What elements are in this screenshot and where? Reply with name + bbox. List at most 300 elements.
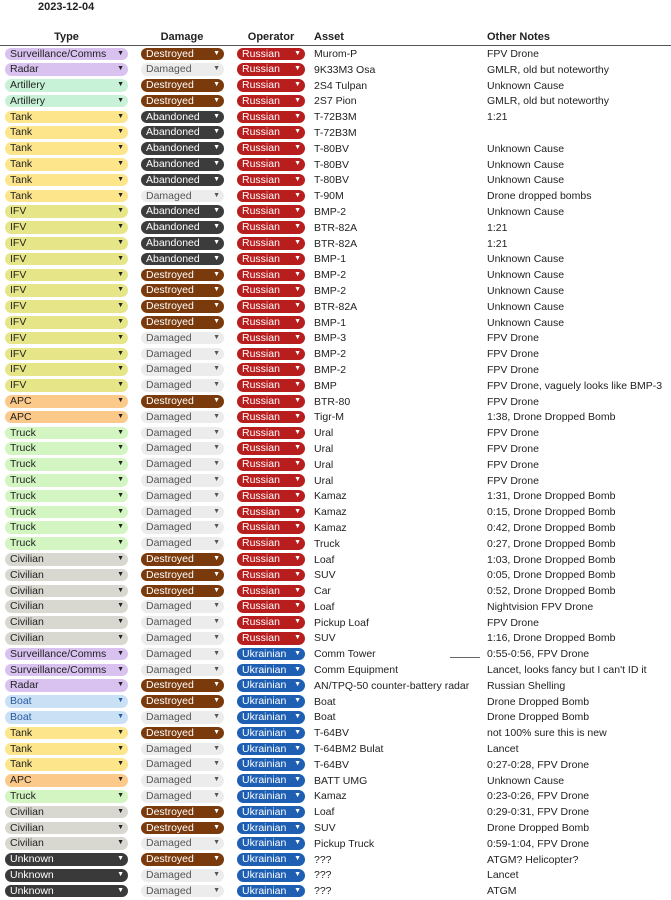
notes-cell[interactable]: 1:21 xyxy=(487,237,508,250)
dropdown-arrow-icon[interactable]: ▼ xyxy=(117,207,124,215)
dropdown-arrow-icon[interactable]: ▼ xyxy=(117,349,124,357)
type-dropdown[interactable] xyxy=(5,632,128,645)
operator-dropdown[interactable] xyxy=(237,806,305,819)
dropdown-arrow-icon[interactable]: ▼ xyxy=(213,302,220,310)
dropdown-arrow-icon[interactable]: ▼ xyxy=(117,318,124,326)
damage-dropdown[interactable] xyxy=(141,869,224,882)
dropdown-arrow-icon[interactable]: ▼ xyxy=(117,839,124,847)
operator-dropdown[interactable] xyxy=(237,632,305,645)
operator-dropdown[interactable] xyxy=(237,63,305,76)
dropdown-arrow-icon[interactable]: ▼ xyxy=(117,507,124,515)
asset-cell[interactable]: BMP-2 xyxy=(314,363,347,376)
asset-cell[interactable]: SUV xyxy=(314,632,336,645)
header-notes[interactable]: Other Notes xyxy=(487,31,550,43)
damage-dropdown[interactable] xyxy=(141,474,224,487)
dropdown-arrow-icon[interactable]: ▼ xyxy=(294,602,301,610)
damage-dropdown[interactable] xyxy=(141,837,224,850)
asset-cell[interactable]: T-64BV xyxy=(314,758,350,771)
damage-dropdown[interactable] xyxy=(141,664,224,677)
type-dropdown[interactable] xyxy=(5,585,128,598)
notes-cell[interactable]: 0:42, Drone Dropped Bomb xyxy=(487,521,616,534)
dropdown-arrow-icon[interactable]: ▼ xyxy=(117,665,124,673)
damage-dropdown[interactable] xyxy=(141,679,224,692)
asset-cell[interactable]: BTR-82A xyxy=(314,300,358,313)
dropdown-arrow-icon[interactable]: ▼ xyxy=(117,744,124,752)
dropdown-arrow-icon[interactable]: ▼ xyxy=(294,96,301,104)
operator-dropdown[interactable] xyxy=(237,569,305,582)
operator-dropdown[interactable] xyxy=(237,553,305,566)
asset-cell[interactable]: SUV xyxy=(314,569,336,582)
operator-dropdown[interactable] xyxy=(237,126,305,139)
operator-dropdown[interactable] xyxy=(237,822,305,835)
type-dropdown[interactable] xyxy=(5,48,128,61)
asset-cell[interactable]: SUV xyxy=(314,822,336,835)
dropdown-arrow-icon[interactable]: ▼ xyxy=(117,555,124,562)
dropdown-arrow-icon[interactable]: ▼ xyxy=(213,523,220,531)
asset-cell[interactable]: Murom-P xyxy=(314,48,358,60)
type-dropdown[interactable] xyxy=(5,269,128,282)
dropdown-arrow-icon[interactable]: ▼ xyxy=(117,697,124,705)
dropdown-arrow-icon[interactable]: ▼ xyxy=(294,476,301,484)
dropdown-arrow-icon[interactable]: ▼ xyxy=(294,381,301,389)
dropdown-arrow-icon[interactable]: ▼ xyxy=(294,333,301,341)
dropdown-arrow-icon[interactable]: ▼ xyxy=(213,807,220,815)
notes-cell[interactable]: GMLR, old but noteworthy xyxy=(487,63,609,76)
dropdown-arrow-icon[interactable]: ▼ xyxy=(213,823,220,831)
dropdown-arrow-icon[interactable]: ▼ xyxy=(294,712,301,720)
asset-cell[interactable]: BMP-2 xyxy=(314,348,347,361)
dropdown-arrow-icon[interactable]: ▼ xyxy=(117,681,124,689)
asset-cell[interactable]: Kamaz xyxy=(314,521,347,534)
type-dropdown[interactable] xyxy=(5,332,128,345)
notes-cell[interactable]: 1:21 xyxy=(487,221,508,234)
asset-cell[interactable]: Truck xyxy=(314,537,340,550)
notes-cell[interactable]: 1:31, Drone Dropped Bomb xyxy=(487,490,616,503)
type-dropdown[interactable] xyxy=(5,190,128,203)
operator-dropdown[interactable] xyxy=(237,95,305,108)
dropdown-arrow-icon[interactable]: ▼ xyxy=(294,49,301,57)
type-dropdown[interactable] xyxy=(5,869,128,882)
damage-dropdown[interactable] xyxy=(141,269,224,282)
asset-cell[interactable]: Kamaz xyxy=(314,490,347,503)
asset-cell[interactable]: Loaf xyxy=(314,600,335,613)
asset-cell[interactable]: Boat xyxy=(314,695,336,708)
notes-cell[interactable]: FPV Drone xyxy=(487,48,539,60)
notes-cell[interactable]: 1:38, Drone Dropped Bomb xyxy=(487,411,616,424)
dropdown-arrow-icon[interactable]: ▼ xyxy=(117,570,124,578)
damage-dropdown[interactable] xyxy=(141,600,224,613)
damage-dropdown[interactable] xyxy=(141,853,224,866)
damage-dropdown[interactable] xyxy=(141,569,224,582)
dropdown-arrow-icon[interactable]: ▼ xyxy=(117,160,124,168)
damage-dropdown[interactable] xyxy=(141,142,224,155)
operator-dropdown[interactable] xyxy=(237,585,305,598)
type-dropdown[interactable] xyxy=(5,221,128,234)
dropdown-arrow-icon[interactable]: ▼ xyxy=(213,491,220,499)
asset-cell[interactable]: BMP-3 xyxy=(314,332,347,345)
type-dropdown[interactable] xyxy=(5,142,128,155)
operator-dropdown[interactable] xyxy=(237,332,305,345)
operator-dropdown[interactable] xyxy=(237,885,305,898)
asset-cell[interactable]: T-90M xyxy=(314,190,344,203)
operator-dropdown[interactable] xyxy=(237,269,305,282)
operator-dropdown[interactable] xyxy=(237,711,305,724)
dropdown-arrow-icon[interactable]: ▼ xyxy=(294,633,301,641)
damage-dropdown[interactable] xyxy=(141,63,224,76)
notes-cell[interactable]: FPV Drone xyxy=(487,442,539,455)
notes-cell[interactable]: Nightvision FPV Drone xyxy=(487,600,594,613)
dropdown-arrow-icon[interactable]: ▼ xyxy=(117,428,124,436)
dropdown-arrow-icon[interactable]: ▼ xyxy=(294,649,301,657)
dropdown-arrow-icon[interactable]: ▼ xyxy=(294,870,301,878)
asset-cell[interactable]: BMP xyxy=(314,379,337,392)
dropdown-arrow-icon[interactable]: ▼ xyxy=(213,318,220,326)
dropdown-arrow-icon[interactable]: ▼ xyxy=(213,776,220,784)
dropdown-arrow-icon[interactable]: ▼ xyxy=(213,207,220,215)
notes-cell[interactable]: Drone Dropped Bomb xyxy=(487,695,590,708)
dropdown-arrow-icon[interactable]: ▼ xyxy=(213,886,220,894)
operator-dropdown[interactable] xyxy=(237,348,305,361)
dropdown-arrow-icon[interactable]: ▼ xyxy=(117,381,124,389)
dropdown-arrow-icon[interactable]: ▼ xyxy=(294,428,301,436)
notes-cell[interactable]: Unknown Cause xyxy=(487,142,565,155)
dropdown-arrow-icon[interactable]: ▼ xyxy=(117,460,124,468)
type-dropdown[interactable] xyxy=(5,743,128,756)
dropdown-arrow-icon[interactable]: ▼ xyxy=(294,886,301,894)
dropdown-arrow-icon[interactable]: ▼ xyxy=(117,618,124,626)
type-dropdown[interactable] xyxy=(5,205,128,218)
asset-cell[interactable]: Comm Tower xyxy=(314,648,376,661)
operator-dropdown[interactable] xyxy=(237,648,305,661)
operator-dropdown[interactable] xyxy=(237,664,305,677)
dropdown-arrow-icon[interactable]: ▼ xyxy=(294,807,301,815)
asset-cell[interactable]: T-80BV xyxy=(314,158,350,171)
dropdown-arrow-icon[interactable]: ▼ xyxy=(213,144,220,152)
type-dropdown[interactable] xyxy=(5,158,128,171)
asset-cell[interactable]: T-64BM2 Bulat xyxy=(314,743,384,756)
operator-dropdown[interactable] xyxy=(237,237,305,250)
dropdown-arrow-icon[interactable]: ▼ xyxy=(213,744,220,752)
type-dropdown[interactable] xyxy=(5,126,128,139)
notes-cell[interactable]: 0:05, Drone Dropped Bomb xyxy=(487,569,616,582)
dropdown-arrow-icon[interactable]: ▼ xyxy=(294,349,301,357)
damage-dropdown[interactable] xyxy=(141,790,224,803)
notes-cell[interactable]: 0:23-0:26, FPV Drone xyxy=(487,790,590,803)
dropdown-arrow-icon[interactable]: ▼ xyxy=(294,839,301,847)
operator-dropdown[interactable] xyxy=(237,537,305,550)
notes-cell[interactable]: Unknown Cause xyxy=(487,284,565,297)
dropdown-arrow-icon[interactable]: ▼ xyxy=(294,728,301,736)
dropdown-arrow-icon[interactable]: ▼ xyxy=(294,523,301,531)
asset-cell[interactable]: AN/TPQ-50 counter-battery radar xyxy=(314,679,470,692)
damage-dropdown[interactable] xyxy=(141,79,224,92)
asset-cell[interactable]: BTR-80 xyxy=(314,395,351,408)
dropdown-arrow-icon[interactable]: ▼ xyxy=(117,397,124,405)
dropdown-arrow-icon[interactable]: ▼ xyxy=(213,460,220,468)
asset-cell[interactable]: Comm Equipment xyxy=(314,664,399,677)
notes-cell[interactable]: Russian Shelling xyxy=(487,679,566,692)
dropdown-arrow-icon[interactable]: ▼ xyxy=(294,665,301,673)
asset-cell[interactable]: BMP-2 xyxy=(314,269,347,282)
asset-cell[interactable]: T-64BV xyxy=(314,727,350,740)
dropdown-arrow-icon[interactable]: ▼ xyxy=(117,712,124,720)
type-dropdown[interactable] xyxy=(5,427,128,440)
type-dropdown[interactable] xyxy=(5,395,128,408)
damage-dropdown[interactable] xyxy=(141,48,224,61)
type-dropdown[interactable] xyxy=(5,284,128,297)
dropdown-arrow-icon[interactable]: ▼ xyxy=(117,112,124,120)
dropdown-arrow-icon[interactable]: ▼ xyxy=(213,681,220,689)
notes-cell[interactable]: 1:21 xyxy=(487,111,508,124)
asset-cell[interactable]: BTR-82A xyxy=(314,237,358,250)
damage-dropdown[interactable] xyxy=(141,316,224,329)
header-damage[interactable]: Damage xyxy=(160,31,204,43)
dropdown-arrow-icon[interactable]: ▼ xyxy=(213,507,220,515)
notes-cell[interactable]: ATGM xyxy=(487,885,517,898)
dropdown-arrow-icon[interactable]: ▼ xyxy=(213,570,220,578)
damage-dropdown[interactable] xyxy=(141,363,224,376)
asset-cell[interactable]: T-80BV xyxy=(314,174,350,187)
type-dropdown[interactable] xyxy=(5,711,128,724)
operator-dropdown[interactable] xyxy=(237,600,305,613)
asset-cell[interactable]: Boat xyxy=(314,711,336,724)
damage-dropdown[interactable] xyxy=(141,190,224,203)
damage-dropdown[interactable] xyxy=(141,300,224,313)
asset-cell[interactable]: ??? xyxy=(314,885,332,898)
damage-dropdown[interactable] xyxy=(141,458,224,471)
dropdown-arrow-icon[interactable]: ▼ xyxy=(213,412,220,420)
operator-dropdown[interactable] xyxy=(237,253,305,266)
damage-dropdown[interactable] xyxy=(141,758,224,771)
operator-dropdown[interactable] xyxy=(237,616,305,629)
dropdown-arrow-icon[interactable]: ▼ xyxy=(294,365,301,373)
dropdown-arrow-icon[interactable]: ▼ xyxy=(294,681,301,689)
dropdown-arrow-icon[interactable]: ▼ xyxy=(117,870,124,878)
type-dropdown[interactable] xyxy=(5,853,128,866)
type-dropdown[interactable] xyxy=(5,885,128,898)
operator-dropdown[interactable] xyxy=(237,490,305,503)
dropdown-arrow-icon[interactable]: ▼ xyxy=(117,65,124,73)
dropdown-arrow-icon[interactable]: ▼ xyxy=(294,618,301,626)
dropdown-arrow-icon[interactable]: ▼ xyxy=(294,302,301,310)
damage-dropdown[interactable] xyxy=(141,616,224,629)
dropdown-arrow-icon[interactable]: ▼ xyxy=(213,855,220,863)
dropdown-arrow-icon[interactable]: ▼ xyxy=(213,712,220,720)
dropdown-arrow-icon[interactable]: ▼ xyxy=(117,128,124,136)
asset-cell[interactable]: 2S7 Pion xyxy=(314,95,357,108)
dropdown-arrow-icon[interactable]: ▼ xyxy=(117,286,124,294)
asset-cell[interactable]: Loaf xyxy=(314,806,335,819)
damage-dropdown[interactable] xyxy=(141,284,224,297)
dropdown-arrow-icon[interactable]: ▼ xyxy=(117,239,124,247)
notes-cell[interactable]: FPV Drone xyxy=(487,458,539,471)
dropdown-arrow-icon[interactable]: ▼ xyxy=(213,633,220,641)
dropdown-arrow-icon[interactable]: ▼ xyxy=(117,523,124,531)
type-dropdown[interactable] xyxy=(5,490,128,503)
damage-dropdown[interactable] xyxy=(141,822,224,835)
type-dropdown[interactable] xyxy=(5,537,128,550)
dropdown-arrow-icon[interactable]: ▼ xyxy=(294,555,301,562)
asset-cell[interactable]: ??? xyxy=(314,853,332,866)
asset-cell[interactable]: Ural xyxy=(314,474,334,487)
dropdown-arrow-icon[interactable]: ▼ xyxy=(213,191,220,199)
damage-dropdown[interactable] xyxy=(141,632,224,645)
dropdown-arrow-icon[interactable]: ▼ xyxy=(294,223,301,231)
type-dropdown[interactable] xyxy=(5,316,128,329)
asset-cell[interactable]: Ural xyxy=(314,427,334,440)
dropdown-arrow-icon[interactable]: ▼ xyxy=(294,318,301,326)
asset-cell[interactable]: T-72B3M xyxy=(314,126,357,139)
dropdown-arrow-icon[interactable]: ▼ xyxy=(117,223,124,231)
operator-dropdown[interactable] xyxy=(237,221,305,234)
damage-dropdown[interactable] xyxy=(141,221,224,234)
dropdown-arrow-icon[interactable]: ▼ xyxy=(117,144,124,152)
notes-cell[interactable]: 0:59-1:04, FPV Drone xyxy=(487,837,590,850)
type-dropdown[interactable] xyxy=(5,411,128,424)
dropdown-arrow-icon[interactable]: ▼ xyxy=(294,855,301,863)
type-dropdown[interactable] xyxy=(5,695,128,708)
operator-dropdown[interactable] xyxy=(237,679,305,692)
dropdown-arrow-icon[interactable]: ▼ xyxy=(117,886,124,894)
dropdown-arrow-icon[interactable]: ▼ xyxy=(117,444,124,452)
operator-dropdown[interactable] xyxy=(237,190,305,203)
dropdown-arrow-icon[interactable]: ▼ xyxy=(294,776,301,784)
dropdown-arrow-icon[interactable]: ▼ xyxy=(294,112,301,120)
dropdown-arrow-icon[interactable]: ▼ xyxy=(117,49,124,57)
damage-dropdown[interactable] xyxy=(141,427,224,440)
dropdown-arrow-icon[interactable]: ▼ xyxy=(213,239,220,247)
dropdown-arrow-icon[interactable]: ▼ xyxy=(213,223,220,231)
dropdown-arrow-icon[interactable]: ▼ xyxy=(117,855,124,863)
asset-cell[interactable]: BATT UMG xyxy=(314,774,368,787)
dropdown-arrow-icon[interactable]: ▼ xyxy=(117,728,124,736)
dropdown-arrow-icon[interactable]: ▼ xyxy=(213,649,220,657)
operator-dropdown[interactable] xyxy=(237,474,305,487)
dropdown-arrow-icon[interactable]: ▼ xyxy=(213,728,220,736)
dropdown-arrow-icon[interactable]: ▼ xyxy=(213,286,220,294)
notes-cell[interactable]: 0:52, Drone Dropped Bomb xyxy=(487,585,616,598)
dropdown-arrow-icon[interactable]: ▼ xyxy=(117,586,124,594)
asset-cell[interactable]: Car xyxy=(314,585,331,598)
notes-cell[interactable]: Drone Dropped Bomb xyxy=(487,822,590,835)
dropdown-arrow-icon[interactable]: ▼ xyxy=(213,555,220,562)
operator-dropdown[interactable] xyxy=(237,284,305,297)
asset-cell[interactable]: BMP-2 xyxy=(314,284,347,297)
operator-dropdown[interactable] xyxy=(237,790,305,803)
notes-cell[interactable]: 0:15, Drone Dropped Bomb xyxy=(487,506,616,519)
dropdown-arrow-icon[interactable]: ▼ xyxy=(294,397,301,405)
damage-dropdown[interactable] xyxy=(141,237,224,250)
notes-cell[interactable]: FPV Drone xyxy=(487,395,539,408)
dropdown-arrow-icon[interactable]: ▼ xyxy=(117,791,124,799)
dropdown-arrow-icon[interactable]: ▼ xyxy=(117,649,124,657)
dropdown-arrow-icon[interactable]: ▼ xyxy=(117,81,124,89)
notes-cell[interactable]: Lancet xyxy=(487,869,519,882)
dropdown-arrow-icon[interactable]: ▼ xyxy=(294,144,301,152)
damage-dropdown[interactable] xyxy=(141,253,224,266)
dropdown-arrow-icon[interactable]: ▼ xyxy=(294,791,301,799)
operator-dropdown[interactable] xyxy=(237,142,305,155)
notes-cell[interactable]: Unknown Cause xyxy=(487,158,565,171)
dropdown-arrow-icon[interactable]: ▼ xyxy=(117,365,124,373)
dropdown-arrow-icon[interactable]: ▼ xyxy=(117,633,124,641)
notes-cell[interactable]: Unknown Cause xyxy=(487,205,565,218)
notes-cell[interactable]: Drone dropped bombs xyxy=(487,190,592,203)
notes-cell[interactable]: Drone Dropped Bomb xyxy=(487,711,590,724)
operator-dropdown[interactable] xyxy=(237,395,305,408)
type-dropdown[interactable] xyxy=(5,111,128,124)
notes-cell[interactable]: 0:27, Drone Dropped Bomb xyxy=(487,537,616,550)
dropdown-arrow-icon[interactable]: ▼ xyxy=(117,776,124,784)
type-dropdown[interactable] xyxy=(5,174,128,187)
type-dropdown[interactable] xyxy=(5,458,128,471)
dropdown-arrow-icon[interactable]: ▼ xyxy=(213,870,220,878)
operator-dropdown[interactable] xyxy=(237,363,305,376)
dropdown-arrow-icon[interactable]: ▼ xyxy=(213,476,220,484)
dropdown-arrow-icon[interactable]: ▼ xyxy=(213,349,220,357)
dropdown-arrow-icon[interactable]: ▼ xyxy=(213,112,220,120)
dropdown-arrow-icon[interactable]: ▼ xyxy=(213,270,220,278)
dropdown-arrow-icon[interactable]: ▼ xyxy=(213,697,220,705)
notes-cell[interactable]: GMLR, old but noteworthy xyxy=(487,95,609,108)
notes-cell[interactable]: FPV Drone xyxy=(487,363,539,376)
damage-dropdown[interactable] xyxy=(141,95,224,108)
asset-cell[interactable]: ??? xyxy=(314,869,332,882)
damage-dropdown[interactable] xyxy=(141,521,224,534)
dropdown-arrow-icon[interactable]: ▼ xyxy=(294,65,301,73)
dropdown-arrow-icon[interactable]: ▼ xyxy=(117,760,124,768)
asset-cell[interactable]: Pickup Loaf xyxy=(314,616,369,629)
notes-cell[interactable]: FPV Drone xyxy=(487,427,539,440)
asset-cell[interactable]: Kamaz xyxy=(314,790,347,803)
notes-cell[interactable]: Unknown Cause xyxy=(487,300,565,313)
type-dropdown[interactable] xyxy=(5,63,128,76)
dropdown-arrow-icon[interactable]: ▼ xyxy=(294,760,301,768)
dropdown-arrow-icon[interactable]: ▼ xyxy=(294,444,301,452)
operator-dropdown[interactable] xyxy=(237,205,305,218)
type-dropdown[interactable] xyxy=(5,648,128,661)
dropdown-arrow-icon[interactable]: ▼ xyxy=(294,160,301,168)
asset-cell[interactable]: T-72B3M xyxy=(314,111,357,124)
damage-dropdown[interactable] xyxy=(141,205,224,218)
notes-cell[interactable]: FPV Drone xyxy=(487,616,539,629)
asset-cell[interactable]: 9K33M3 Osa xyxy=(314,63,376,76)
type-dropdown[interactable] xyxy=(5,837,128,850)
type-dropdown[interactable] xyxy=(5,521,128,534)
operator-dropdown[interactable] xyxy=(237,521,305,534)
dropdown-arrow-icon[interactable]: ▼ xyxy=(117,270,124,278)
asset-cell[interactable]: BMP-1 xyxy=(314,253,347,266)
dropdown-arrow-icon[interactable]: ▼ xyxy=(294,412,301,420)
damage-dropdown[interactable] xyxy=(141,774,224,787)
operator-dropdown[interactable] xyxy=(237,48,305,61)
dropdown-arrow-icon[interactable]: ▼ xyxy=(117,191,124,199)
dropdown-arrow-icon[interactable]: ▼ xyxy=(294,207,301,215)
notes-cell[interactable]: FPV Drone xyxy=(487,332,539,345)
header-type[interactable]: Type xyxy=(54,31,79,43)
notes-cell[interactable]: Unknown Cause xyxy=(487,253,565,266)
asset-cell[interactable]: Loaf xyxy=(314,553,335,566)
operator-dropdown[interactable] xyxy=(237,174,305,187)
operator-dropdown[interactable] xyxy=(237,79,305,92)
notes-cell[interactable]: Unknown Cause xyxy=(487,174,565,187)
dropdown-arrow-icon[interactable]: ▼ xyxy=(213,65,220,73)
type-dropdown[interactable] xyxy=(5,664,128,677)
dropdown-arrow-icon[interactable]: ▼ xyxy=(213,175,220,183)
dropdown-arrow-icon[interactable]: ▼ xyxy=(294,491,301,499)
dropdown-arrow-icon[interactable]: ▼ xyxy=(294,175,301,183)
dropdown-arrow-icon[interactable]: ▼ xyxy=(117,807,124,815)
